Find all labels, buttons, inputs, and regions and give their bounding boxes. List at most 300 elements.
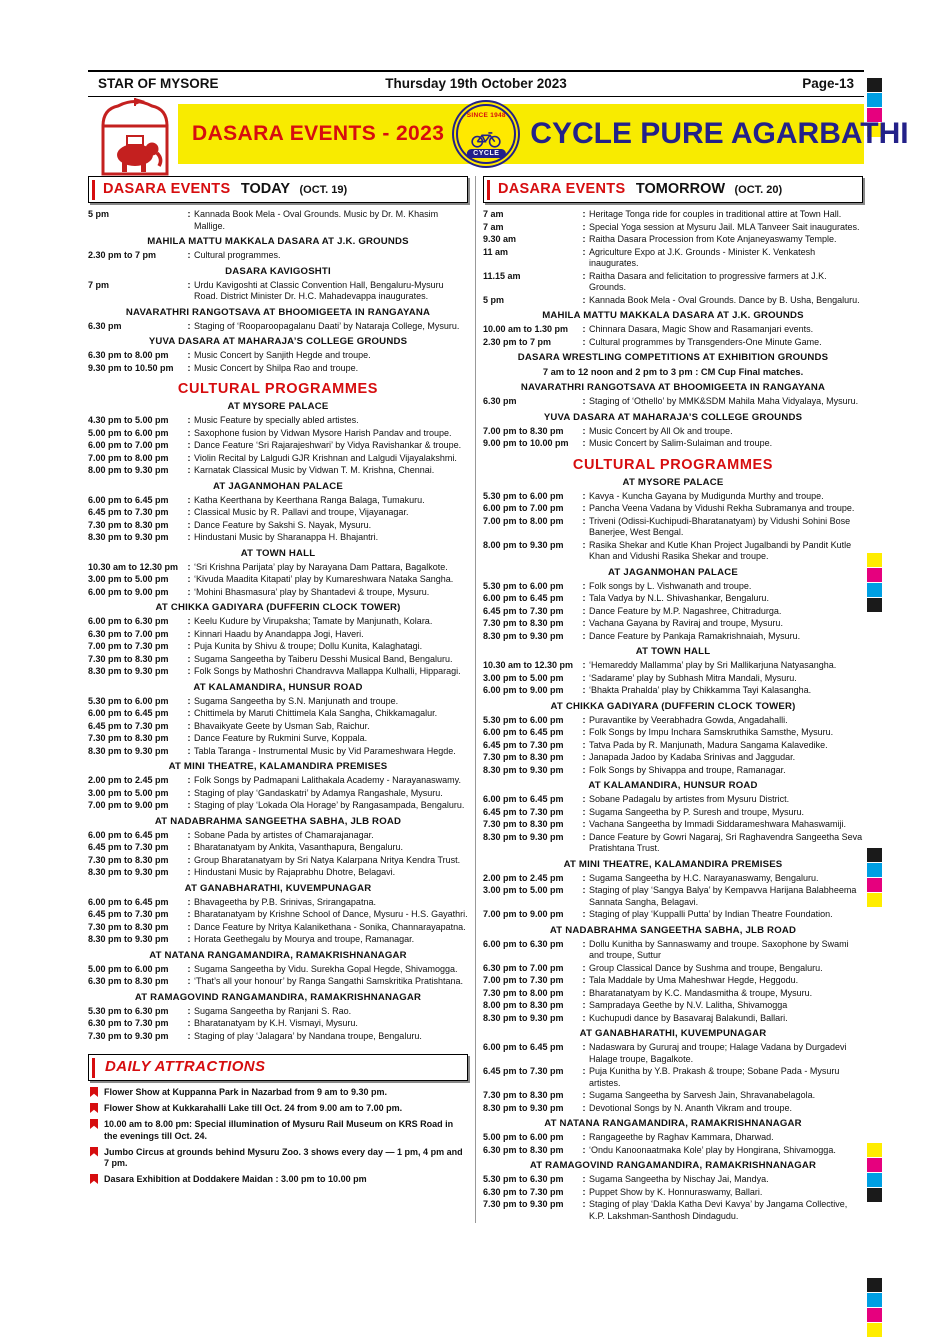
logo-cycle-text: CYCLE [467,149,505,158]
event-description: Music Concert by Sanjith Hegde and troupe. [194,350,371,360]
event-description: Sobane Padagalu by artistes from Mysuru District. [589,794,790,804]
venue-heading: AT JAGANMOHAN PALACE [213,480,343,492]
event-time: 5 pm [483,294,505,305]
event-time: 7.30 pm to 8.30 pm [483,752,564,762]
event-description: Dance Feature by Gowri Nagaraj, Sri Raghavendra Sangeetha Seva Pratishtana Trust. [589,831,863,853]
event-row [483,963,863,975]
tomorrow-column-header [483,176,863,203]
event-row [88,616,468,628]
time-separator: : [187,1005,191,1016]
time-separator: : [187,695,191,706]
registration-mark-group [867,848,882,908]
event-row [483,939,863,962]
registration-mark [867,93,882,107]
time-separator: : [582,503,586,513]
event-row [483,593,863,605]
event-description: Tala Vadya by N.L. Shivashankar, Bengaluru. [589,593,769,603]
event-time: 6.45 pm to 7.30 pm [483,806,564,817]
time-separator: : [582,539,586,550]
event-time: 6.30 pm to 7.00 pm [483,962,564,973]
event-description: Group Classical Dance by Sushma and troupe, Bengaluru. [589,962,823,973]
event-time: 7.00 pm to 7.30 pm [483,975,564,985]
event-time: 8.30 pm to 9.30 pm [483,764,564,775]
event-description: Dollu Kunitha by Sannaswamy and troupe. Saxophone by Swami and troupe, Suttur [589,938,849,960]
time-separator: : [187,976,191,986]
tomorrow-events-list [483,209,863,1222]
event-row [483,660,863,672]
time-separator: : [187,787,191,798]
venue-heading: AT CHIKKA GADIYARA (DUFFERIN CLOCK TOWER) [155,602,401,613]
event-time: 7.30 pm to 8.30 pm [88,733,169,743]
event-time: 3.00 pm to 5.00 pm [88,574,169,584]
event-time: 3.00 pm to 5.00 pm [88,787,169,798]
registration-mark [867,598,882,612]
event-row [483,885,863,908]
time-separator: : [582,593,586,603]
event-row [483,247,863,270]
today-column [88,176,468,1223]
event-description: Saxophone fusion by Vidwan Mysore Harish Pandav and troupe. [194,427,452,438]
event-row [88,855,468,867]
time-separator: : [187,867,191,877]
time-separator: : [187,909,191,919]
venue-heading: AT MYSORE PALACE [622,476,724,488]
event-row [88,708,468,720]
ribbon-bullet-icon [90,1087,98,1097]
registration-mark [867,848,882,862]
venue-heading: AT NADABRAHMA SANGEETHA SABHA, JLB ROAD [154,815,402,827]
event-description: Triveni (Odissi-Kuchipudi-Bharatanatyam) by Vidushi Sohini Bose Banerjee, West Bengal. [589,515,851,537]
time-separator: : [187,666,191,676]
time-separator: : [187,1030,191,1041]
event-row [88,964,468,976]
event-description: ‘Ondu Kanoonaatmaka Kole’ play by Hongirana, Shivamogga. [589,1144,836,1155]
event-description: Staging of play ‘Lokada Ola Horage’ by Rangasampada, Bengaluru. [194,800,465,810]
event-row [88,922,468,934]
event-time: 2.00 pm to 2.45 pm [88,775,169,785]
brand-name: CYCLE PURE AGARBATHI [530,117,909,150]
event-description: Violin Recital by Lalgudi GJR Krishnan and Lalgudi Vijayalakshmi. [194,452,457,463]
time-separator: : [582,438,586,448]
event-description: Staging of play ‘Kuppalli Putta’ by Indian Theatre Foundation. [589,909,833,919]
time-separator: : [187,561,191,572]
event-description: Dance Feature by Sakshi S. Nayak, Mysuru. [194,519,372,530]
event-time: 7.00 pm to 8.00 pm [88,452,169,463]
time-separator: : [582,1144,586,1155]
time-separator: : [187,415,191,425]
today-header-black: TODAY [240,181,291,197]
event-time: 9.00 pm to 10.00 pm [483,438,569,448]
venue-heading: AT KALAMANDIRA, HUNSUR ROAD [588,780,758,791]
time-separator: : [582,660,586,670]
event-description: ‘Sadarame’ play by Subhash Mitra Mandali, Mysuru. [589,672,797,683]
event-row [88,830,468,842]
event-time: 5.30 pm to 6.30 pm [88,1005,169,1016]
event-row [483,685,863,697]
venue-heading: AT RAMAGOVIND RANGAMANDIRA, RAMAKRISHNANAGAR [134,991,422,1003]
event-time: 10.30 am to 12.30 pm [88,561,179,572]
time-separator: : [187,896,191,907]
event-time: 7.30 pm to 8.30 pm [88,519,169,530]
event-description: Music Concert by Salim-Sulaiman and troupe. [589,438,773,448]
section-heading: NAVARATHRI RANGOTSAVA AT BHOOMIGEETA IN RANGAYANA [125,306,431,318]
event-row [483,1000,863,1012]
tomorrow-column [483,176,863,1223]
event-row [483,832,863,855]
time-separator: : [582,1012,586,1023]
time-separator: : [187,586,191,597]
event-time: 8.30 pm to 9.30 pm [483,1012,564,1023]
event-time: 6.30 pm to 7.00 pm [88,628,169,639]
event-time: 8.30 pm to 9.30 pm [483,1102,564,1113]
event-description: ‘Sri Krishna Parijata’ play by Narayana Dam Pattara, Bagalkote. [194,561,448,572]
event-time: 6.30 pm to 8.30 pm [88,976,169,986]
event-row [88,696,468,708]
time-separator: : [582,1199,586,1209]
event-time: 4.30 pm to 5.00 pm [88,415,169,425]
event-row [88,465,468,477]
venue-heading: AT NATANA RANGAMANDIRA, RAMAKRISHNANAGAR [544,1118,802,1129]
event-row [483,337,863,349]
event-row [483,1103,863,1115]
event-time: 2.00 pm to 2.45 pm [483,872,564,883]
registration-mark [867,863,882,877]
event-row [483,540,863,563]
event-time: 7 pm [88,279,110,290]
ribbon-bullet-icon [90,1103,98,1113]
dasara-events-banner-title: DASARA EVENTS - 2023 [192,122,445,145]
time-separator: : [187,745,191,756]
daily-attraction-item [88,1103,468,1115]
event-time: 5.00 pm to 6.00 pm [88,427,169,438]
time-separator: : [187,963,191,974]
event-description: Devotional Songs by N. Ananth Vikram and troupe. [589,1102,792,1113]
event-time: 6.00 pm to 9.00 pm [483,685,564,695]
time-separator: : [582,396,586,406]
event-description: Puja Kunitha by Y.B. Prakash & troupe; Sobane Pada - Mysuru artistes. [589,1066,840,1088]
event-time: 6.45 pm to 7.30 pm [88,842,169,852]
event-time: 6.00 pm to 9.00 pm [88,586,169,597]
event-description: Staging of play ‘Gandaskatri’ by Adamya Rangashale, Mysuru. [194,787,443,798]
event-row [483,271,863,294]
event-description: Sugama Sangeetha by Sarvesh Jain, Shravanabelagola. [589,1090,816,1100]
event-row [88,574,468,586]
registration-mark [867,878,882,892]
event-time: 5.00 pm to 6.00 pm [483,1132,564,1142]
event-description: Folk Songs by Shivappa and troupe, Ramanagar. [589,764,786,775]
event-description: Sugama Sangeetha by S.N. Manjunath and troupe. [194,695,399,706]
event-row [88,909,468,921]
time-separator: : [582,1132,586,1142]
event-time: 6.45 pm to 7.30 pm [483,739,564,750]
event-description: Horata Geethegalu by Mourya and troupe, Ramanagar. [194,934,415,944]
event-description: Tala Maddale by Uma Maheshwar Hegde, Heggodu. [589,975,799,985]
event-row [88,641,468,653]
event-time: 7.30 pm to 8.30 pm [483,618,564,628]
time-separator: : [582,714,586,725]
time-separator: : [582,1066,586,1076]
daily-attraction-item [88,1147,468,1170]
time-separator: : [582,752,586,762]
event-time: 8.30 pm to 9.30 pm [483,630,564,641]
event-description: Cultural programmes. [194,250,281,260]
event-time: 7.30 pm to 8.30 pm [88,854,169,865]
venue-heading: AT GANABHARATHI, KUVEMPUNAGAR [579,1028,767,1039]
venue-heading: AT RAMAGOVIND RANGAMANDIRA, RAMAKRISHNANAGAR [529,1160,817,1171]
time-separator: : [582,909,586,919]
time-separator: : [187,708,191,718]
event-description: Chittimela by Maruti Chittimela Kala Sangha, Chikkamagalur. [194,708,438,718]
today-header-date: (OCT. 19) [299,184,348,196]
registration-mark [867,78,882,92]
ribbon-bullet-icon [90,1174,98,1184]
event-description: Sugama Sangeetha by Taiberu Desshi Musical Band, Bengaluru. [194,653,453,664]
event-description: ‘Bhakta Prahalda’ play by Chikkamma Tayi Kalasangha. [589,685,812,695]
event-description: Vachana Sangeetha by Immadi Siddarameshwara Mahaswamiji. [589,819,846,829]
event-time: 9.30 pm to 10.50 pm [88,362,174,373]
time-separator: : [187,279,191,290]
event-description: Keelu Kudure by Virupaksha; Tamate by Manjunath, Kolara. [194,616,433,626]
time-separator: : [582,764,586,775]
event-row [483,503,863,515]
time-separator: : [187,921,191,932]
time-separator: : [187,507,191,517]
venue-heading: AT NADABRAHMA SANGEETHA SABHA, JLB ROAD [549,924,797,936]
event-description: Kuchupudi dance by Basavaraj Balakundi, Ballari. [589,1012,788,1023]
event-time: 6.30 pm [483,396,517,406]
registration-mark-group [867,1143,882,1203]
time-separator: : [582,938,586,949]
event-time: 6.30 pm to 7.30 pm [483,1186,564,1197]
event-row [483,1042,863,1065]
event-time: 8.30 pm to 9.30 pm [88,666,169,676]
daily-attractions-box [88,1054,468,1081]
tomorrow-header-black: TOMORROW [635,181,726,197]
event-description: Bharatanatyam by Krishne School of Dance, Mysuru - H.S. Gayathri. [194,909,468,919]
event-row [88,280,468,303]
event-time: 7.30 pm to 8.00 pm [483,987,564,998]
daily-attractions-title: DAILY ATTRACTIONS [105,1058,266,1075]
event-time: 7.30 pm to 8.30 pm [88,653,169,664]
event-time: 7.00 pm to 9.00 pm [483,909,564,919]
registration-mark [867,568,882,582]
daily-attractions-list [88,1087,468,1186]
time-separator: : [582,234,586,244]
event-time: 8.30 pm to 9.30 pm [88,745,169,756]
section-heading: YUVA DASARA AT MAHARAJA’S COLLEGE GROUNDS [543,411,803,423]
event-columns [88,176,864,1223]
venue-heading: AT JAGANMOHAN PALACE [608,566,738,578]
event-time: 6.30 pm to 7.30 pm [88,1018,169,1028]
event-description: Kinnari Haadu by Anandappa Jogi, Haveri. [194,628,364,639]
event-row [88,788,468,800]
event-description: Sugama Sangeetha by Nischay Jai, Mandya. [589,1174,769,1184]
event-time: 7.30 pm to 8.30 pm [88,921,169,932]
event-description: Folk Songs by Mathoshri Chandravva Mallappa Kulhalli, Hipparagi. [194,666,461,676]
time-separator: : [582,1000,586,1010]
registration-mark [867,553,882,567]
time-separator: : [582,324,586,334]
event-row [88,733,468,745]
venue-heading: AT NATANA RANGAMANDIRA, RAMAKRISHNANAGAR [149,949,407,961]
event-description: Sugama Sangeetha by Vidu. Surekha Gopal Hegde, Shivamogga. [194,963,458,974]
event-time: 6.00 pm to 6.45 pm [88,896,169,907]
event-row [88,842,468,854]
venue-heading: AT GANABHARATHI, KUVEMPUNAGAR [184,882,372,894]
section-heading: YUVA DASARA AT MAHARAJA’S COLLEGE GROUNDS [148,336,408,347]
time-separator: : [187,628,191,639]
event-description: Bharatanatyam by Ankita, Vasanthapura, Bengaluru. [194,842,403,852]
event-row [483,209,863,221]
event-description: Agriculture Expo at J.K. Grounds - Minister K. Venkatesh inaugurates. [589,246,816,268]
registration-mark [867,1293,882,1307]
event-description: Sugama Sangeetha by H.C. Narayanaswamy, Bengaluru. [589,872,819,883]
event-description: Rasika Shekar and Kutle Khan Project Jugalbandi by Pandit Kutle Khan and Vidushi Rasika Shekar and troupe. [589,539,852,561]
time-separator: : [187,574,191,584]
event-description: Folk Songs by Impu Inchara Samskruthika Samsthe, Mysuru. [589,727,834,737]
venue-heading: AT TOWN HALL [240,547,316,559]
event-time: 6.30 pm to 8.00 pm [88,350,169,360]
event-description: Bhavaikyate Geete by Usman Sab, Raichur. [194,720,370,731]
time-separator: : [187,519,191,530]
time-separator: : [187,350,191,360]
event-description: Kannada Book Mela - Oval Grounds. Music by Dr. M. Khasim Mallige. [194,209,439,231]
event-row [483,752,863,764]
event-row [88,867,468,879]
event-row [483,1145,863,1157]
event-time: 7.00 pm to 7.30 pm [88,641,169,651]
time-separator: : [582,819,586,829]
venue-heading: AT TOWN HALL [635,646,711,657]
event-time: 5.00 pm to 6.00 pm [88,963,169,974]
event-time: 7.00 pm to 8.00 pm [483,515,564,526]
time-separator: : [582,685,586,695]
time-separator: : [582,794,586,804]
event-row [483,631,863,643]
time-separator: : [582,672,586,683]
event-time: 6.00 pm to 7.00 pm [88,440,169,450]
daily-attraction-text: Jumbo Circus at grounds behind Mysuru Zoo. 3 shows every day — 1 pm, 4 pm and 7 pm. [104,1146,463,1168]
time-separator: : [582,987,586,998]
event-row [88,321,468,333]
event-description: ‘Mohini Bhasmasura’ play by Shantadevi & troupe, Mysuru. [194,586,430,597]
event-description: ‘That’s all your honour’ by Ranga Sangathi Samskritika Pratishtana. [194,976,463,986]
event-time: 9.30 am [483,234,517,244]
event-row [483,324,863,336]
event-description: Tabla Taranga - Instrumental Music by Vid Parameshwara Hegde. [194,745,456,756]
event-row [483,396,863,408]
event-description: Music Concert by All Ok and troupe. [589,425,733,436]
event-description: Kavya - Kuncha Gayana by Mudigunda Murthy and troupe. [589,490,824,501]
time-separator: : [187,854,191,865]
event-row [88,1031,468,1043]
event-time: 6.45 pm to 7.30 pm [88,909,169,919]
event-row [88,520,468,532]
daily-attraction-item [88,1087,468,1099]
event-description: Vachana Gayana by Raviraj and troupe, Mysuru. [589,618,783,628]
event-time: 7 am [483,221,504,232]
event-time: 6.45 pm to 7.30 pm [88,507,169,517]
event-description: Classical Music by R. Pallavi and troupe, Vijayanagar. [194,507,409,517]
event-row [483,606,863,618]
event-row [483,234,863,246]
event-time: 6.45 pm to 7.30 pm [88,720,169,731]
event-row [483,819,863,831]
time-separator: : [187,250,191,260]
event-description: Staging of play ‘Jalagara’ by Nandana troupe, Bengaluru. [194,1030,422,1041]
event-row [483,1187,863,1199]
event-time: 6.00 pm to 6.45 pm [88,708,169,718]
event-row [88,746,468,758]
time-separator: : [582,872,586,883]
event-row [88,721,468,733]
time-separator: : [187,934,191,944]
registration-mark [867,1278,882,1292]
event-time: 6.00 pm to 6.45 pm [483,593,564,603]
event-row [88,1018,468,1030]
event-row [88,507,468,519]
logo-since-text: SINCE 1948 [466,112,506,119]
event-time: 11.15 am [483,270,521,281]
event-row [483,426,863,438]
event-time: 11 am [483,246,509,257]
event-row [483,740,863,752]
event-time: 6.00 pm to 6.45 pm [483,794,564,804]
time-separator: : [582,975,586,985]
event-time: 6.45 pm to 7.30 pm [483,1066,564,1076]
event-description: Pancha Veena Vadana by Vidushi Rekha Subramanya and troupe. [589,503,855,513]
event-time: 7.30 pm to 8.30 pm [483,819,564,829]
daily-attraction-text: Flower Show at Kuppanna Park in Nazarbad from 9 am to 9.30 pm. [104,1087,388,1097]
event-time: 3.00 pm to 5.00 pm [483,885,564,895]
event-time: 6.30 pm [88,320,122,331]
time-separator: : [187,1018,191,1028]
event-description: Dance Feature ‘Sri Rajarajeshwari’ by Vidya Ravishankar & troupe. [194,440,462,450]
bicycle-icon [470,129,502,148]
time-separator: : [187,829,191,840]
today-header-red: DASARA EVENTS [103,181,231,197]
event-description: Tatva Pada by R. Manjunath, Madura Sangama Kalavedike. [589,739,828,750]
time-separator: : [187,842,191,852]
event-time: 6.00 pm to 6.45 pm [88,829,169,840]
event-row [88,250,468,262]
time-separator: : [582,294,586,305]
section-heading: NAVARATHRI RANGOTSAVA AT BHOOMIGEETA IN RANGAYANA [520,382,826,393]
event-row [483,807,863,819]
time-separator: : [187,653,191,664]
time-separator: : [582,515,586,526]
time-separator: : [582,806,586,817]
time-separator: : [187,532,191,542]
event-description: Folk Songs by Padmapani Lalithakala Academy - Narayanaswamy. [194,775,461,785]
event-time: 3.00 pm to 5.00 pm [483,672,564,683]
issue-date: Thursday 19th October 2023 [385,76,567,91]
event-time: 5.30 pm to 6.30 pm [483,1174,564,1184]
registration-mark [867,1173,882,1187]
event-time: 6.45 pm to 7.30 pm [483,605,564,616]
event-row [88,654,468,666]
time-separator: : [582,1090,586,1100]
time-separator: : [187,452,191,463]
time-separator: : [582,246,586,257]
event-row [483,715,863,727]
event-time: 8.30 pm to 9.30 pm [88,867,169,877]
event-description: Dance Feature by Pankaja Ramakrishnaiah, Mysuru. [589,630,801,641]
event-time: 7.30 pm to 9.30 pm [483,1199,564,1209]
event-row [483,295,863,307]
event-description: Staging of play ‘Dakla Katha Devi Kavya’ by Jangama Collective, K.P. Lakshman-Santhosh Dindagudu. [589,1199,848,1221]
event-description: Raitha Dasara Procession from Kote Anjaneyaswamy Temple. [589,234,837,244]
